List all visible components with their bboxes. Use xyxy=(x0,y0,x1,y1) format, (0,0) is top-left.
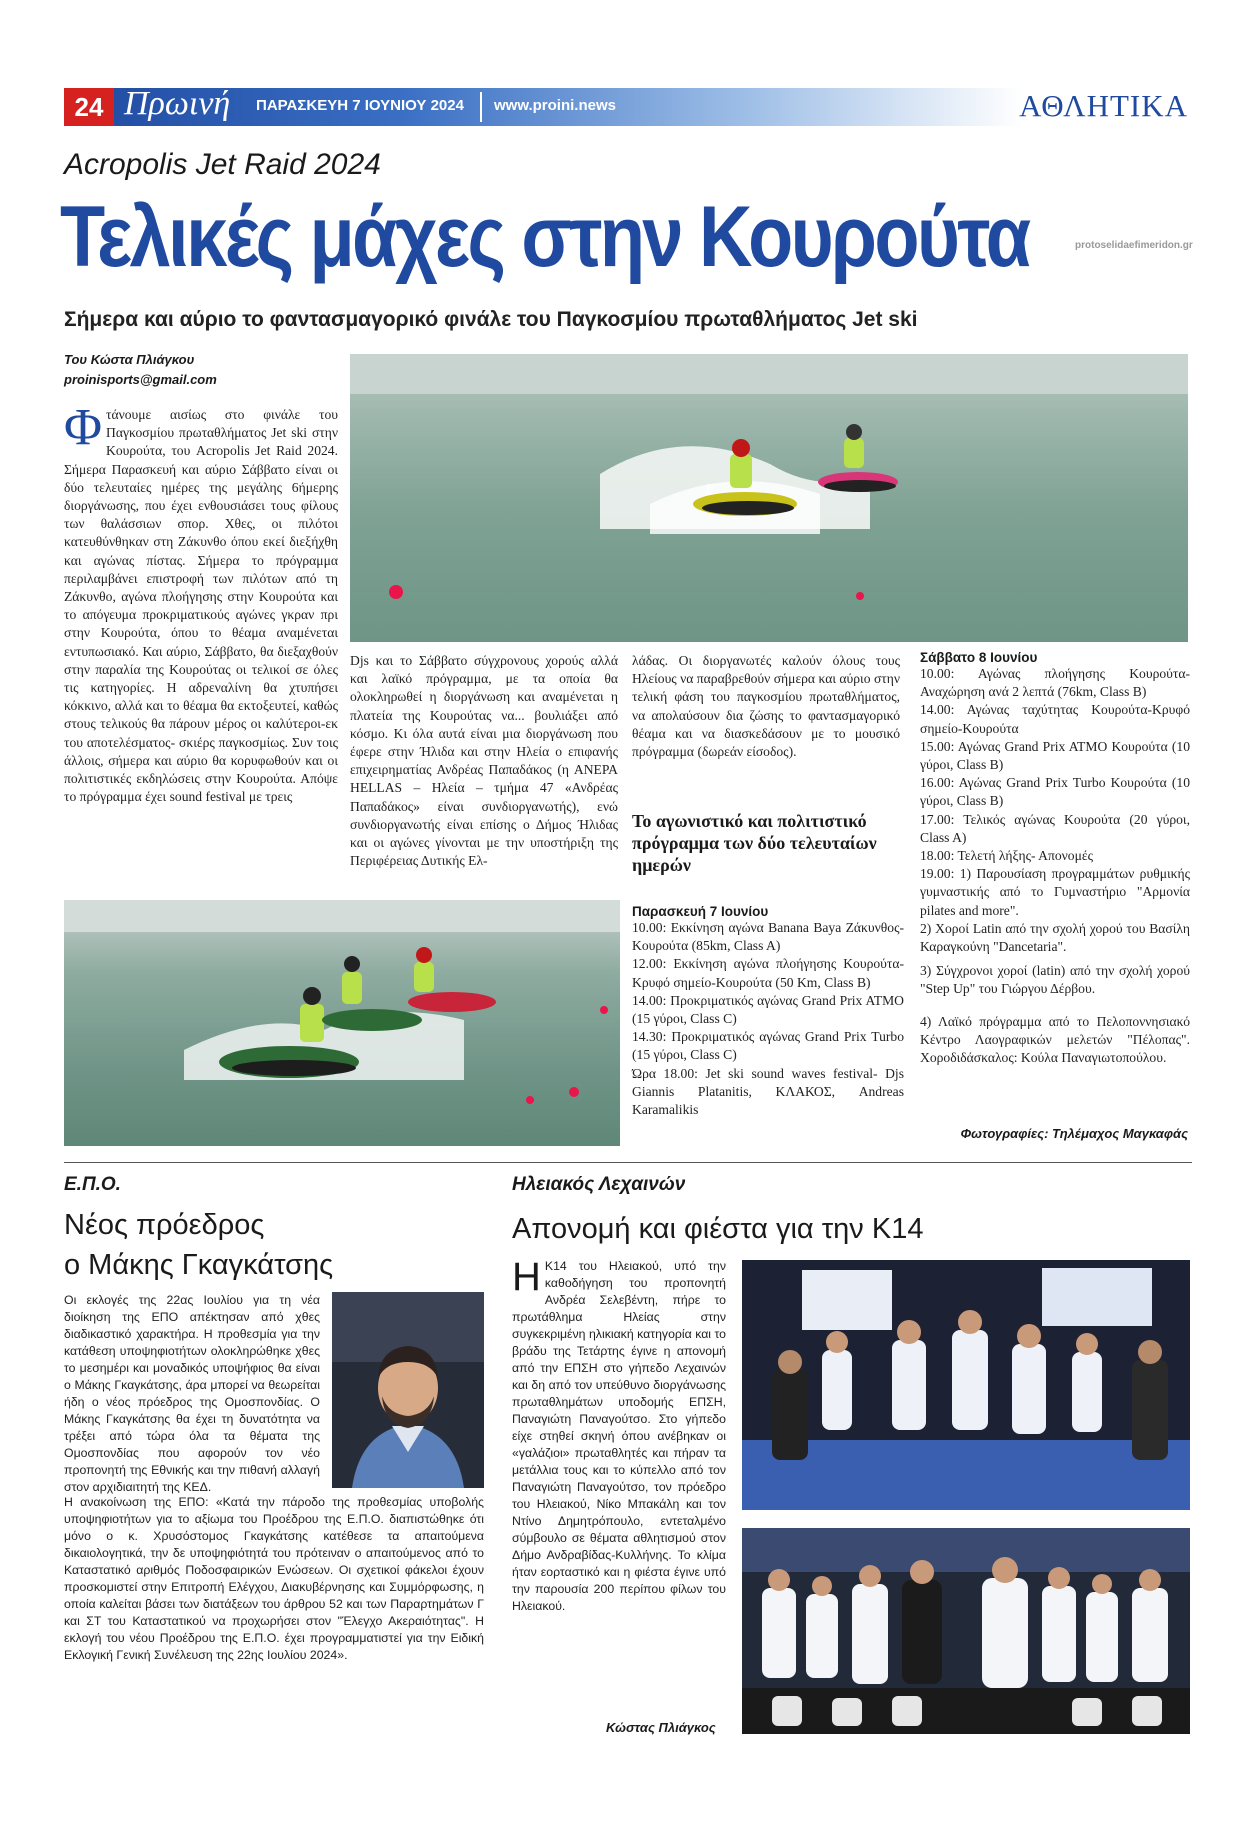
saturday-item: 17.00: Τελικός αγώνας Κουρούτα (20 γύροι, Class A) xyxy=(920,811,1190,845)
header-separator xyxy=(480,92,482,122)
friday-program xyxy=(632,904,904,1119)
drop-cap: Φ xyxy=(64,399,103,456)
jet-ski-scene-top xyxy=(350,354,1188,642)
makis-gkagkatsis-portrait xyxy=(332,1292,484,1488)
program-heading: Το αγωνιστικό και πολιτιστικό πρόγραμμα των δύο τελευταίων ημερών xyxy=(632,811,877,875)
column-3-text: λάδας. Οι διοργανωτές καλούν όλους τους Ηλείους να παραβρεθούν σήμερα και αύριο στην τελική φάση του παγκοσμίου πρωταθλήματος, να απολαύσουν δια ζώσης το φαντασμαγορικό θέαμα και να διασκεδάσουν με το μουσικό πρόγραμμα (δωρεάν είσοδος). xyxy=(632,653,900,760)
section-title: ΑΘΛΗΤΙΚΑ xyxy=(1019,88,1188,123)
team-scene xyxy=(742,1528,1190,1734)
byline xyxy=(64,350,217,390)
article-column-1 xyxy=(64,399,338,806)
article-subheading: Σήμερα και αύριο το φαντασμαγορικό φινάλε του Παγκοσμίου πρωταθλήματος Jet ski xyxy=(64,308,918,331)
lechaina-drop-cap: Η xyxy=(512,1255,541,1299)
website-link[interactable]: www.proini.news xyxy=(494,97,616,114)
article-kicker: Acropolis Jet Raid 2024 xyxy=(64,148,381,181)
jet-ski-race-photo-top xyxy=(350,354,1188,642)
byline-email[interactable]: proinisports@gmail.com xyxy=(64,372,217,387)
k14-team-photo xyxy=(742,1528,1190,1734)
saturday-item: 15.00: Αγώνας Grand Prix ATMO Κουρούτα (10 γύροι, Class B) xyxy=(920,738,1190,773)
column-2-text: Djs και το Σάββατο σύγχρονους χορούς αλλά και λαϊκό πρόγραμμα, με τα οποία θα ολοκληρωθεί η διοργάνωση και αναμένεται η πλατεία της Κουρούτας να... βουλιάξει από κόσμο. Κι όλα αυτά είναι μια διοργάνωση που έφερε στην Ήλιδα και στην Ηλεία ο επιφανής επιχειρηματίας Ανδρέας Παπαδάκος (η ΑΝΕΡΑ HELLAS – Ηλεία – τμήμα 47 «Ανδρέας Παπαδάκος» είναι συνδιοργανωτής), ενώ συνδιοργανωτής είναι επίσης ο Δήμος Ήλιδας και οι αγώνες γίνονται με την υποστήριξη της Περιφέρειας Δυτικής Ελ- xyxy=(350,653,618,869)
friday-item: 12.00: Εκκίνηση αγώνα πλοήγησης Κουρούτα-Κρυφό σημείο-Κουρούτα (50 Km, Class B) xyxy=(632,956,904,990)
article-column-2 xyxy=(350,652,618,870)
page-number: 24 xyxy=(64,88,114,126)
source-watermark: protoselidaefimeridon.gr xyxy=(1075,240,1193,251)
portrait-figure xyxy=(332,1292,484,1488)
jet-ski-race-photo-middle xyxy=(64,900,620,1146)
saturday-item: 4) Λαϊκό πρόγραμμα από το Πελοποννησιακό Κέντρο Λαογραφικών μελετών "Πέλοπας". Χοροδιδάσκαλος: Κούλα Παναγιωτοπούλου. xyxy=(920,1013,1190,1066)
saturday-title: Σάββατο 8 Ιουνίου xyxy=(920,650,1038,665)
epo-text-announcement: Η ανακοίνωση της ΕΠΟ: «Κατά την πάροδο της προθεσμίας υποβολής υποψηφιοτήτων για το αξίωμα του Προέδρου της Ε.Π.Ο. διαπιστώθηκε ότι μόνο ο κ. Χρυσόστομος Γκαγκάτσης κατέθεσε τα απαιτούμενα δικαιολογητικά, την δε υποψηφιότητά του πρότειναν ο απαιτούμενος από το Καταστατικό αριθμός Ποδοσφαιρικών Ενώσεων. Οι σχετικοί φάκελοι έχουν προσκομιστεί στην Επιτροπή Ελέγχου, Διακυβέρνησης και Συμμόρφωσης, η οποία καλείται βάσει των διατάξεων του άρθρου 52 και των Παραρτημάτων Γ και ΣΤ του Καταστατικού να προχωρήσει στον "Έλεγχο Ακεραιότητας". Η εκλογή του νέου Προέδρου της Ε.Π.Ο. έχει προγραμματιστεί για την Ειδική Εκλογική Γενική Συνέλευση της 22ης Ιουλίου 2024». xyxy=(64,1495,484,1662)
epo-kicker: Ε.Π.Ο. xyxy=(64,1174,121,1195)
lechaina-kicker: Ηλειακός Λεχαινών xyxy=(512,1174,686,1195)
celebration-scene xyxy=(742,1260,1190,1510)
saturday-item: 18.00: Τελετή λήξης- Απονομές xyxy=(920,848,1093,864)
epo-title-line-1: Νέος πρόεδρος xyxy=(64,1209,265,1241)
jet-ski-scene-middle xyxy=(64,900,620,1146)
article-column-3 xyxy=(632,652,900,761)
friday-item: 10.00: Εκκίνηση αγώνα Banana Baya Ζάκυνθος- Κουρούτα (85km, Class A) xyxy=(632,920,904,954)
section-divider xyxy=(64,1162,1192,1163)
friday-item: 14.30: Προκριματικός αγώνας Grand Prix Turbo (15 γύροι, Class C) xyxy=(632,1029,904,1063)
newspaper-brand: Πρωινή xyxy=(124,85,231,122)
photo-credit: Φωτογραφίες: Τηλέμαχος Μαγκαφάς xyxy=(960,1126,1188,1141)
lechaina-text-block xyxy=(512,1255,726,1615)
issue-date: ΠΑΡΑΣΚΕΥΗ 7 ΙΟΥΝΙΟΥ 2024 xyxy=(256,97,464,114)
saturday-item: 19.00: 1) Παρουσίαση προγραμμάτων ρυθμικής γυμναστικής από το Γυμναστήριο "Αρμονία pilates and more". xyxy=(920,866,1190,918)
column-1-text: τάνουμε αισίως στο φινάλε του Παγκοσμίου πρωταθλήματος Jet ski στην Κουρούτα, του Acropolis Jet Raid 2024. Σήμερα Παρασκευή και αύριο Σάββατο είναι οι δύο τελευταίες ημέρες της μεγάλης 6ήμερης διοργάνωσης, που έχει ενθουσιάσει τους φίλους των θαλάσσιων σπορ. Χθες, οι πιλότοι κατευθύνθηκαν στη Ζάκυνθο όπου εκεί διεξήχθη και αγώνας πίστας. Σήμερα το πρόγραμμα περιλαμβάνει επιστροφή των πιλότων από τη Ζάκυνθο, αγώνα πλοήγησης στην Κουρούτα και το απόγευμα προκριματικούς αγώνες γκραν πρι στην Κουρούτα, όπου το θέαμα αναμένεται εντυπωσιακό. Και αύριο, Σάββατο, θα διεξαχθούν στην παραλία της Κουρούτας οι τελικοί σε όλες τις κατηγορίες. Η αδρεναλίνη θα χτυπήσει κόκκινο, αλλά και το θέαμα θα εκτοξευτεί, καθώς στους τελικούς θα πάρουν μέρος οι καλύτεροι-εκ του αποτελέσματος- σκιέρς παγκοσμίως. Συν τοις άλλοις, σήμερα και αύριο θα κορυφωθούν και οι πολιτιστικές εκδηλώσεις στην Κουρούτα. Απόψε το πρόγραμμα έχει sound festival με τρεις xyxy=(64,407,338,805)
saturday-item: 14.00: Αγώνας ταχύτητας Κουρούτα-Κρυφό σημείο-Κουρούτα xyxy=(920,702,1190,736)
saturday-item: 10.00: Αγώνας πλοήγησης Κουρούτα-Αναχώρηση ανά 2 λεπτά (76km, Class B) xyxy=(920,666,1190,700)
epo-text-intro: Οι εκλογές της 22ας Ιουλίου για τη νέα διοίκηση της ΕΠΟ απέκτησαν από χθες διαδικαστικό χαρακτήρα. Η προθεσμία για την κατάθεση υποψηφιοτήτων ολοκληρώθηκε χθες το μεσημέρι και μοναδικός υποψήφιος θα είναι ο Μάκης Γκαγκάτσης, άρα μπορεί να θεωρείται ήδη ο νέος πρόεδρος της Ομοσπονδίας. Ο Μάκης Γκαγκάτσης θα έχει τη δυνατότητα να τρέξει από τώρα όλα τα θέματα της Ομοσπονδίας που αφορούν τον νέο προπονητή της Εθνικής και την πιθανή αλλαγή στον αρχιδιαιτητή της ΚΕΔ. xyxy=(64,1293,320,1494)
k14-celebration-photo xyxy=(742,1260,1190,1510)
saturday-item: 2) Χοροί Latin από την σχολή χορού του Βασίλη Καραγκούνη "Dancetaria". xyxy=(920,920,1190,955)
friday-item: 14.00: Προκριματικός αγώνας Grand Prix ATMO (15 γύροι, Class C) xyxy=(632,992,904,1027)
lechaina-title: Απονομή και φιέστα για την Κ14 xyxy=(512,1213,924,1245)
lechaina-text: Κ14 του Ηλειακού, υπό την καθοδήγηση του προπονητή Ανδρέα Σελεβέντη, πήρε το πρωτάθλημα Ηλείας στην συγκεκριμένη ηλικιακή κατηγορία και το βράδυ της Τετάρτης έγινε η απονομή από την ΕΠΣΗ στο γήπεδο Λεχαινών και δη από τον υπεύθυνο διοργάνωσης πρωταθλημάτων υποδομής ΕΠΣΗ, Παναγιώτη Παναγούτσο. Στο γήπεδο είχε στηθεί σκηνή όπου ανέβηκαν οι «γαλάζιοι» πρωταθλητές και πήραν τα μετάλλια τους και το κύπελλο από τον Παναγιώτη Παναγούτσο, τον πρόεδρο του Ηλειακού, Νίκο Μπακάλη και τον Ντίνο Δημητρόπουλο, εντεταλμένο σύμβουλο σε θέματα αθλητισμού στον Δήμο Ανδραβίδας-Κυλλήνης. Το κλίμα ήταν εορταστικό και η φιέστα έγινε υπό την παρουσία 200 περίπου φίλων του Ηλειακού. xyxy=(512,1259,726,1613)
article-headline: Τελικές μάχες στην Κουρούτα xyxy=(60,189,1029,285)
saturday-program xyxy=(920,650,1190,1067)
byline-author: Του Κώστα Πλιάγκου xyxy=(64,352,195,367)
friday-title: Παρασκευή 7 Ιουνίου xyxy=(632,904,769,919)
saturday-item: 16.00: Αγώνας Grand Prix Turbo Κουρούτα (10 γύροι, Class B) xyxy=(920,775,1190,809)
friday-item: Ώρα 18.00: Jet ski sound waves festival- Djs Giannis Platanitis, ΚΛΑΚΟΣ, Andreas Karamalikis xyxy=(632,1065,904,1118)
saturday-item: 3) Σύγχρονοι χοροί (latin) από την σχολή χορού "Step Up" του Γιώργου Δέρβου. xyxy=(920,963,1190,997)
lechaina-author: Κώστας Πλιάγκος xyxy=(606,1720,716,1735)
epo-title-line-2: ο Μάκης Γκαγκάτσης xyxy=(64,1249,334,1281)
